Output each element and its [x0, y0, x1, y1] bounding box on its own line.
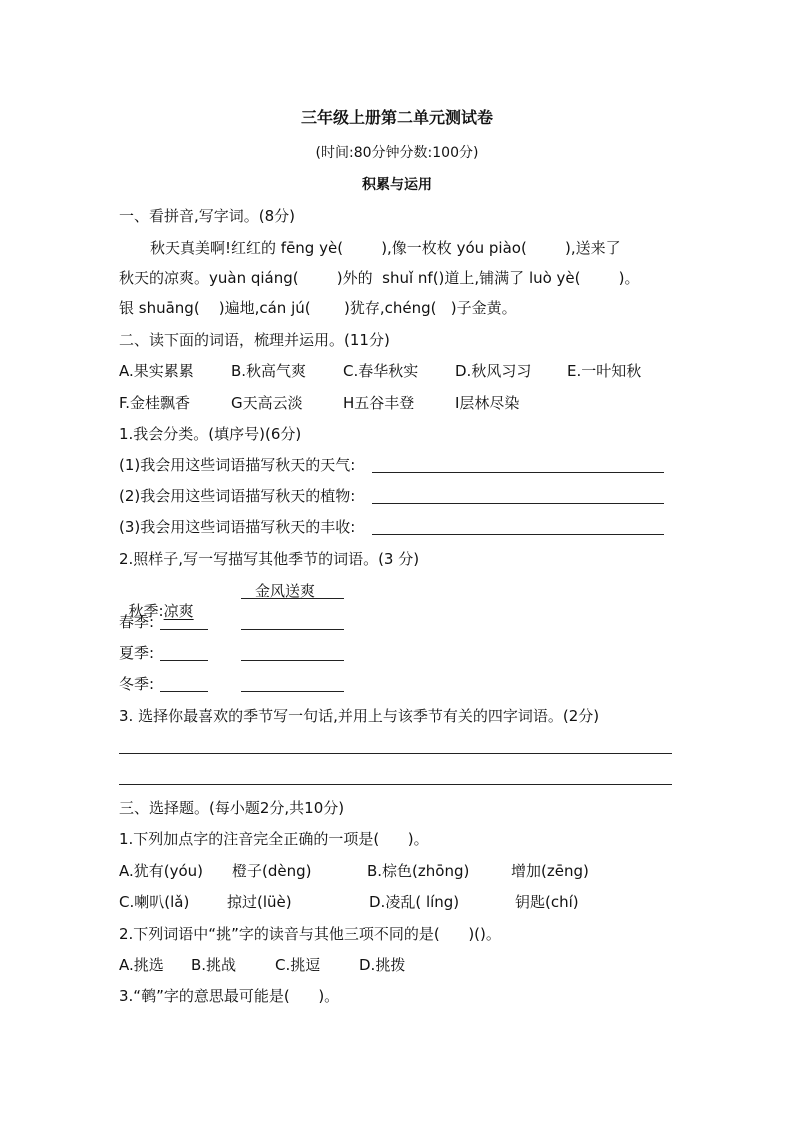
choice-c: C.喇叭(lǎ)	[119, 893, 190, 911]
q3-heading: 三、选择题。(每小题2分,共10分)	[119, 799, 345, 817]
example-underline	[241, 598, 344, 599]
answer-line[interactable]	[160, 660, 208, 661]
q1-heading: 一、看拼音,写字词。(8分)	[119, 207, 296, 225]
answer-line[interactable]	[160, 691, 208, 692]
q3-item1-question: 1.下列加点字的注音完全正确的一项是( )。	[119, 830, 429, 848]
example-word-2: 金风送爽	[255, 582, 316, 600]
q2-sub1-item-1: (1)我会用这些词语描写秋天的天气:	[119, 456, 356, 474]
answer-line[interactable]	[372, 534, 664, 535]
option-d: D.秋风习习	[455, 362, 532, 380]
q2-sub1-item-3: (3)我会用这些词语描写秋天的丰收:	[119, 518, 356, 536]
answer-line[interactable]	[241, 629, 344, 630]
section-heading: 积累与运用	[362, 177, 432, 193]
choice-d: D.凌乱( líng)	[369, 893, 460, 911]
exam-info: (时间:80分钟分数:100分)	[315, 145, 479, 161]
choice-d-word-2: 钥匙(chí)	[515, 893, 579, 911]
answer-line[interactable]	[372, 472, 664, 473]
choice-d: D.挑拨	[359, 956, 406, 974]
option-c: C.春华秋实	[343, 362, 419, 380]
q1-line-1: 秋天真美啊!红红的 fēng yè( ),像一枚枚 yóu piào( ),送来了	[150, 239, 621, 257]
season-label-winter: 冬季:	[119, 675, 155, 693]
choice-c-word-2: 掠过(lüè)	[227, 893, 292, 911]
season-label-autumn: 秋季:	[128, 602, 164, 620]
season-label-summer: 夏季:	[119, 644, 155, 662]
choice-a-word-2: 橙子(dèng)	[232, 862, 312, 880]
season-label-spring: 春季:	[119, 613, 155, 631]
answer-line[interactable]	[160, 629, 208, 630]
example-word-1: 凉爽	[163, 602, 194, 620]
page-title: 三年级上册第二单元测试卷	[300, 108, 493, 127]
q3-item2-question: 2.下列词语中“挑”字的读音与其他三项不同的是( )()。	[119, 925, 501, 943]
option-g: G天高云淡	[231, 394, 303, 412]
sentence-answer-line[interactable]	[119, 753, 672, 754]
choice-b: B.棕色(zhōng)	[367, 862, 470, 880]
answer-line[interactable]	[241, 691, 344, 692]
q1-line-3: 银 shuāng( )遍地,cán jú( )犹存,chéng( )子金黄。	[119, 299, 517, 317]
choice-b-word-2: 增加(zēng)	[511, 862, 589, 880]
option-b: B.秋高气爽	[231, 362, 307, 380]
choice-b: B.挑战	[191, 956, 237, 974]
sentence-answer-line[interactable]	[119, 784, 672, 785]
choice-a: A.挑选	[119, 956, 164, 974]
option-a: A.果实累累	[119, 362, 194, 380]
q1-line-2: 秋天的凉爽。yuàn qiáng( )外的 shuǐ nf()道上,铺满了 luò yè( )。	[119, 269, 640, 287]
option-h: H五谷丰登	[343, 394, 415, 412]
choice-a: A.犹有(yóu)	[119, 862, 204, 880]
q2-heading: 二、读下面的词语，梳理并运用。(11分)	[119, 331, 390, 349]
q3-item3-question: 3.“鹌”字的意思最可能是( )。	[119, 987, 340, 1005]
q2-sub1-item-2: (2)我会用这些词语描写秋天的植物:	[119, 487, 356, 505]
answer-line[interactable]	[241, 660, 344, 661]
choice-c: C.挑逗	[275, 956, 321, 974]
q2-sub2-heading: 2.照样子,写一写描写其他季节的词语。(3 分)	[119, 550, 420, 568]
option-i: I层林尽染	[455, 394, 520, 412]
q2-sub1-heading: 1.我会分类。(填序号)(6分)	[119, 425, 302, 443]
option-f: F.金桂飘香	[119, 394, 190, 412]
q2-sub3-heading: 3. 选择你最喜欢的季节写一句话,并用上与该季节有关的四字词语。(2分)	[119, 707, 600, 725]
answer-line[interactable]	[372, 503, 664, 504]
option-e: E.一叶知秋	[567, 362, 642, 380]
